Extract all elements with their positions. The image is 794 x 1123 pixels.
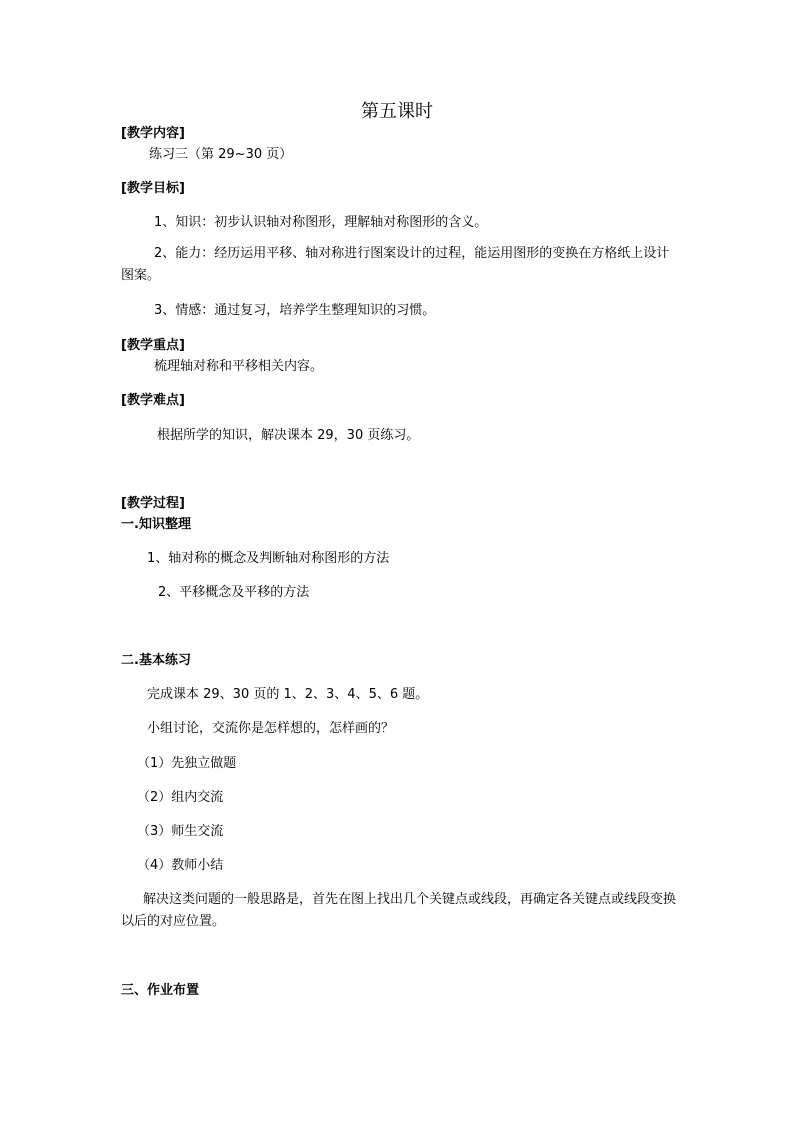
practice-step: （4）教师小结: [137, 858, 224, 873]
process-part1-item-2: 2、平移概念及平移的方法: [158, 585, 310, 600]
goal-item-knowledge: 1、知识：初步认识轴对称图形，理解轴对称图形的含义。: [154, 215, 488, 230]
practice-step: （1）先独立做题: [137, 756, 237, 771]
page-title: 第五课时: [361, 101, 433, 122]
process-part1-heading: 一.知识整理: [121, 517, 191, 532]
process-part3-heading: 三、作业布置: [121, 983, 200, 998]
section-heading-content: [教学内容]: [121, 126, 185, 141]
difficulties-text: 根据所学的知识，解决课本 29，30 页练习。: [157, 428, 420, 443]
goal-item-emotion: 3、情感：通过复习，培养学生整理知识的习惯。: [154, 303, 436, 318]
practice-summary: 解决这类问题的一般思路是，首先在图上找出几个关键点或线段，再确定各关键点或线段变换以后的对应位置。: [121, 892, 677, 929]
key-points-text: 梳理轴对称和平移相关内容。: [154, 359, 324, 374]
practice-step: （2）组内交流: [137, 790, 224, 805]
process-part2-heading: 二.基本练习: [121, 653, 191, 668]
practice-line: 完成课本 29、30 页的 1、2、3、4、5、6 题。: [147, 687, 429, 702]
section-heading-key-points: [教学重点]: [121, 338, 185, 353]
process-part1-item-1: 1、轴对称的概念及判断轴对称图形的方法: [147, 551, 390, 566]
section-heading-difficulties: [教学难点]: [121, 393, 185, 408]
content-text: 练习三（第 29~30 页）: [149, 147, 293, 162]
practice-line: 小组讨论，交流你是怎样想的，怎样画的？: [147, 721, 395, 736]
practice-step: （3）师生交流: [137, 824, 224, 839]
goal-item-ability: 2、能力：经历运用平移、轴对称进行图案设计的过程，能运用图形的变换在方格纸上设计图案。: [121, 246, 670, 283]
section-heading-process: [教学过程]: [121, 496, 185, 511]
section-heading-goals: [教学目标]: [121, 181, 185, 196]
